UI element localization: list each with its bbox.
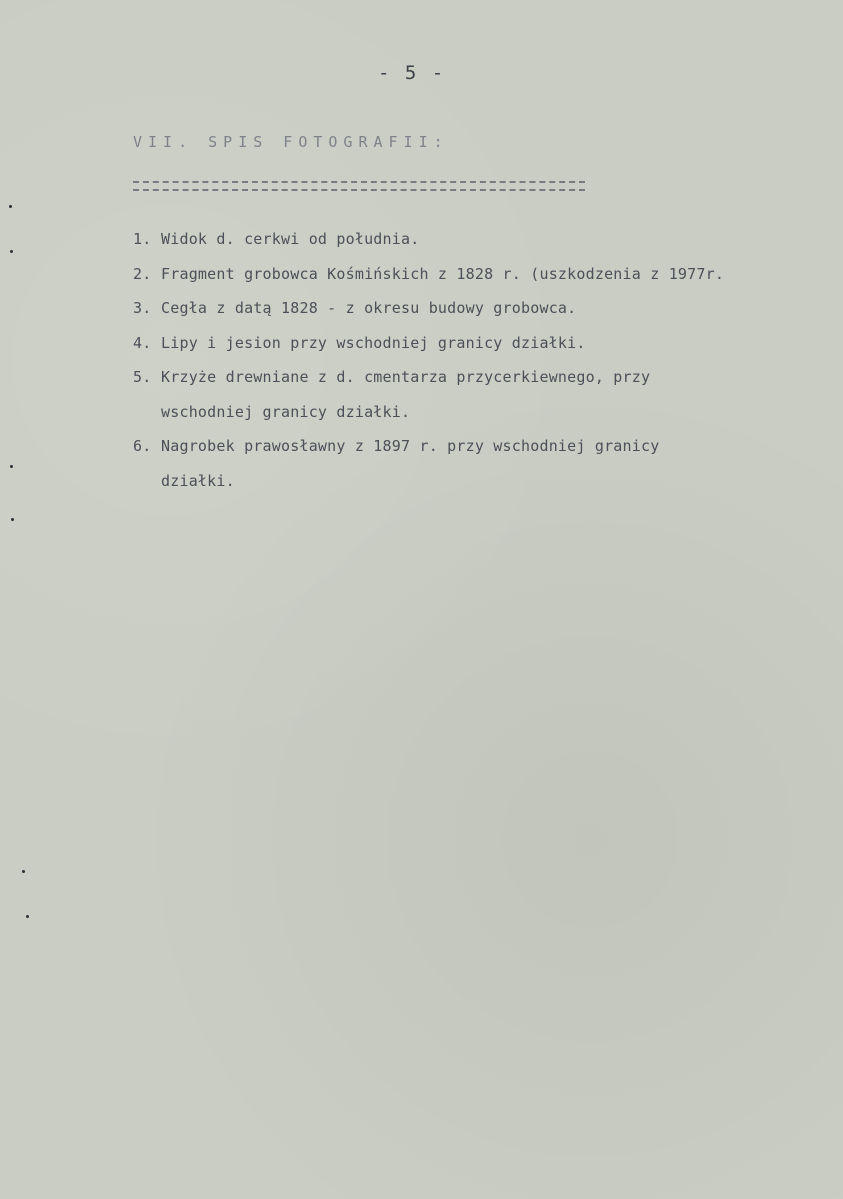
binding-hole-mark (11, 518, 14, 521)
binding-hole-mark (22, 870, 25, 873)
list-item-text: Cegła z datą 1828 - z okresu budowy grobowca. (161, 299, 577, 317)
list-item-text: Nagrobek prawosławny z 1897 r. przy wschodniej granicy (161, 437, 660, 455)
list-item (133, 222, 813, 257)
list-item-text: Krzyże drewniane z d. cmentarza przycerkiewnego, przy (161, 368, 651, 386)
list-item (133, 291, 813, 326)
heading-underline-rule (133, 181, 585, 191)
list-item (133, 360, 813, 429)
binding-hole-mark (10, 465, 13, 468)
list-item (133, 257, 813, 292)
section-heading: VII. SPIS FOTOGRAFII: (133, 133, 449, 151)
binding-hole-mark (10, 250, 13, 253)
list-item-text: Widok d. cerkwi od południa. (161, 230, 420, 248)
list-item-number: 4. (133, 333, 152, 352)
binding-hole-mark (9, 205, 12, 208)
list-item (133, 326, 813, 361)
list-item-text: Lipy i jesion przy wschodniej granicy działki. (161, 333, 586, 352)
page-number: - 5 - (378, 62, 446, 84)
list-item-number: 6. (133, 437, 152, 455)
photo-list (133, 222, 813, 498)
list-item-text-continuation: wschodniej granicy działki. (161, 402, 411, 421)
list-item-text: Fragment grobowca Kośmińskich z 1828 r. (uszkodzenia z 1977r. (161, 264, 725, 283)
list-item-number: 3. (133, 299, 152, 317)
binding-hole-mark (26, 915, 29, 918)
list-item (133, 429, 813, 498)
list-item-number: 5. (133, 368, 152, 386)
list-item-number: 2. (133, 264, 152, 283)
list-item-text-continuation: działki. (161, 471, 235, 490)
list-item-number: 1. (133, 230, 152, 248)
